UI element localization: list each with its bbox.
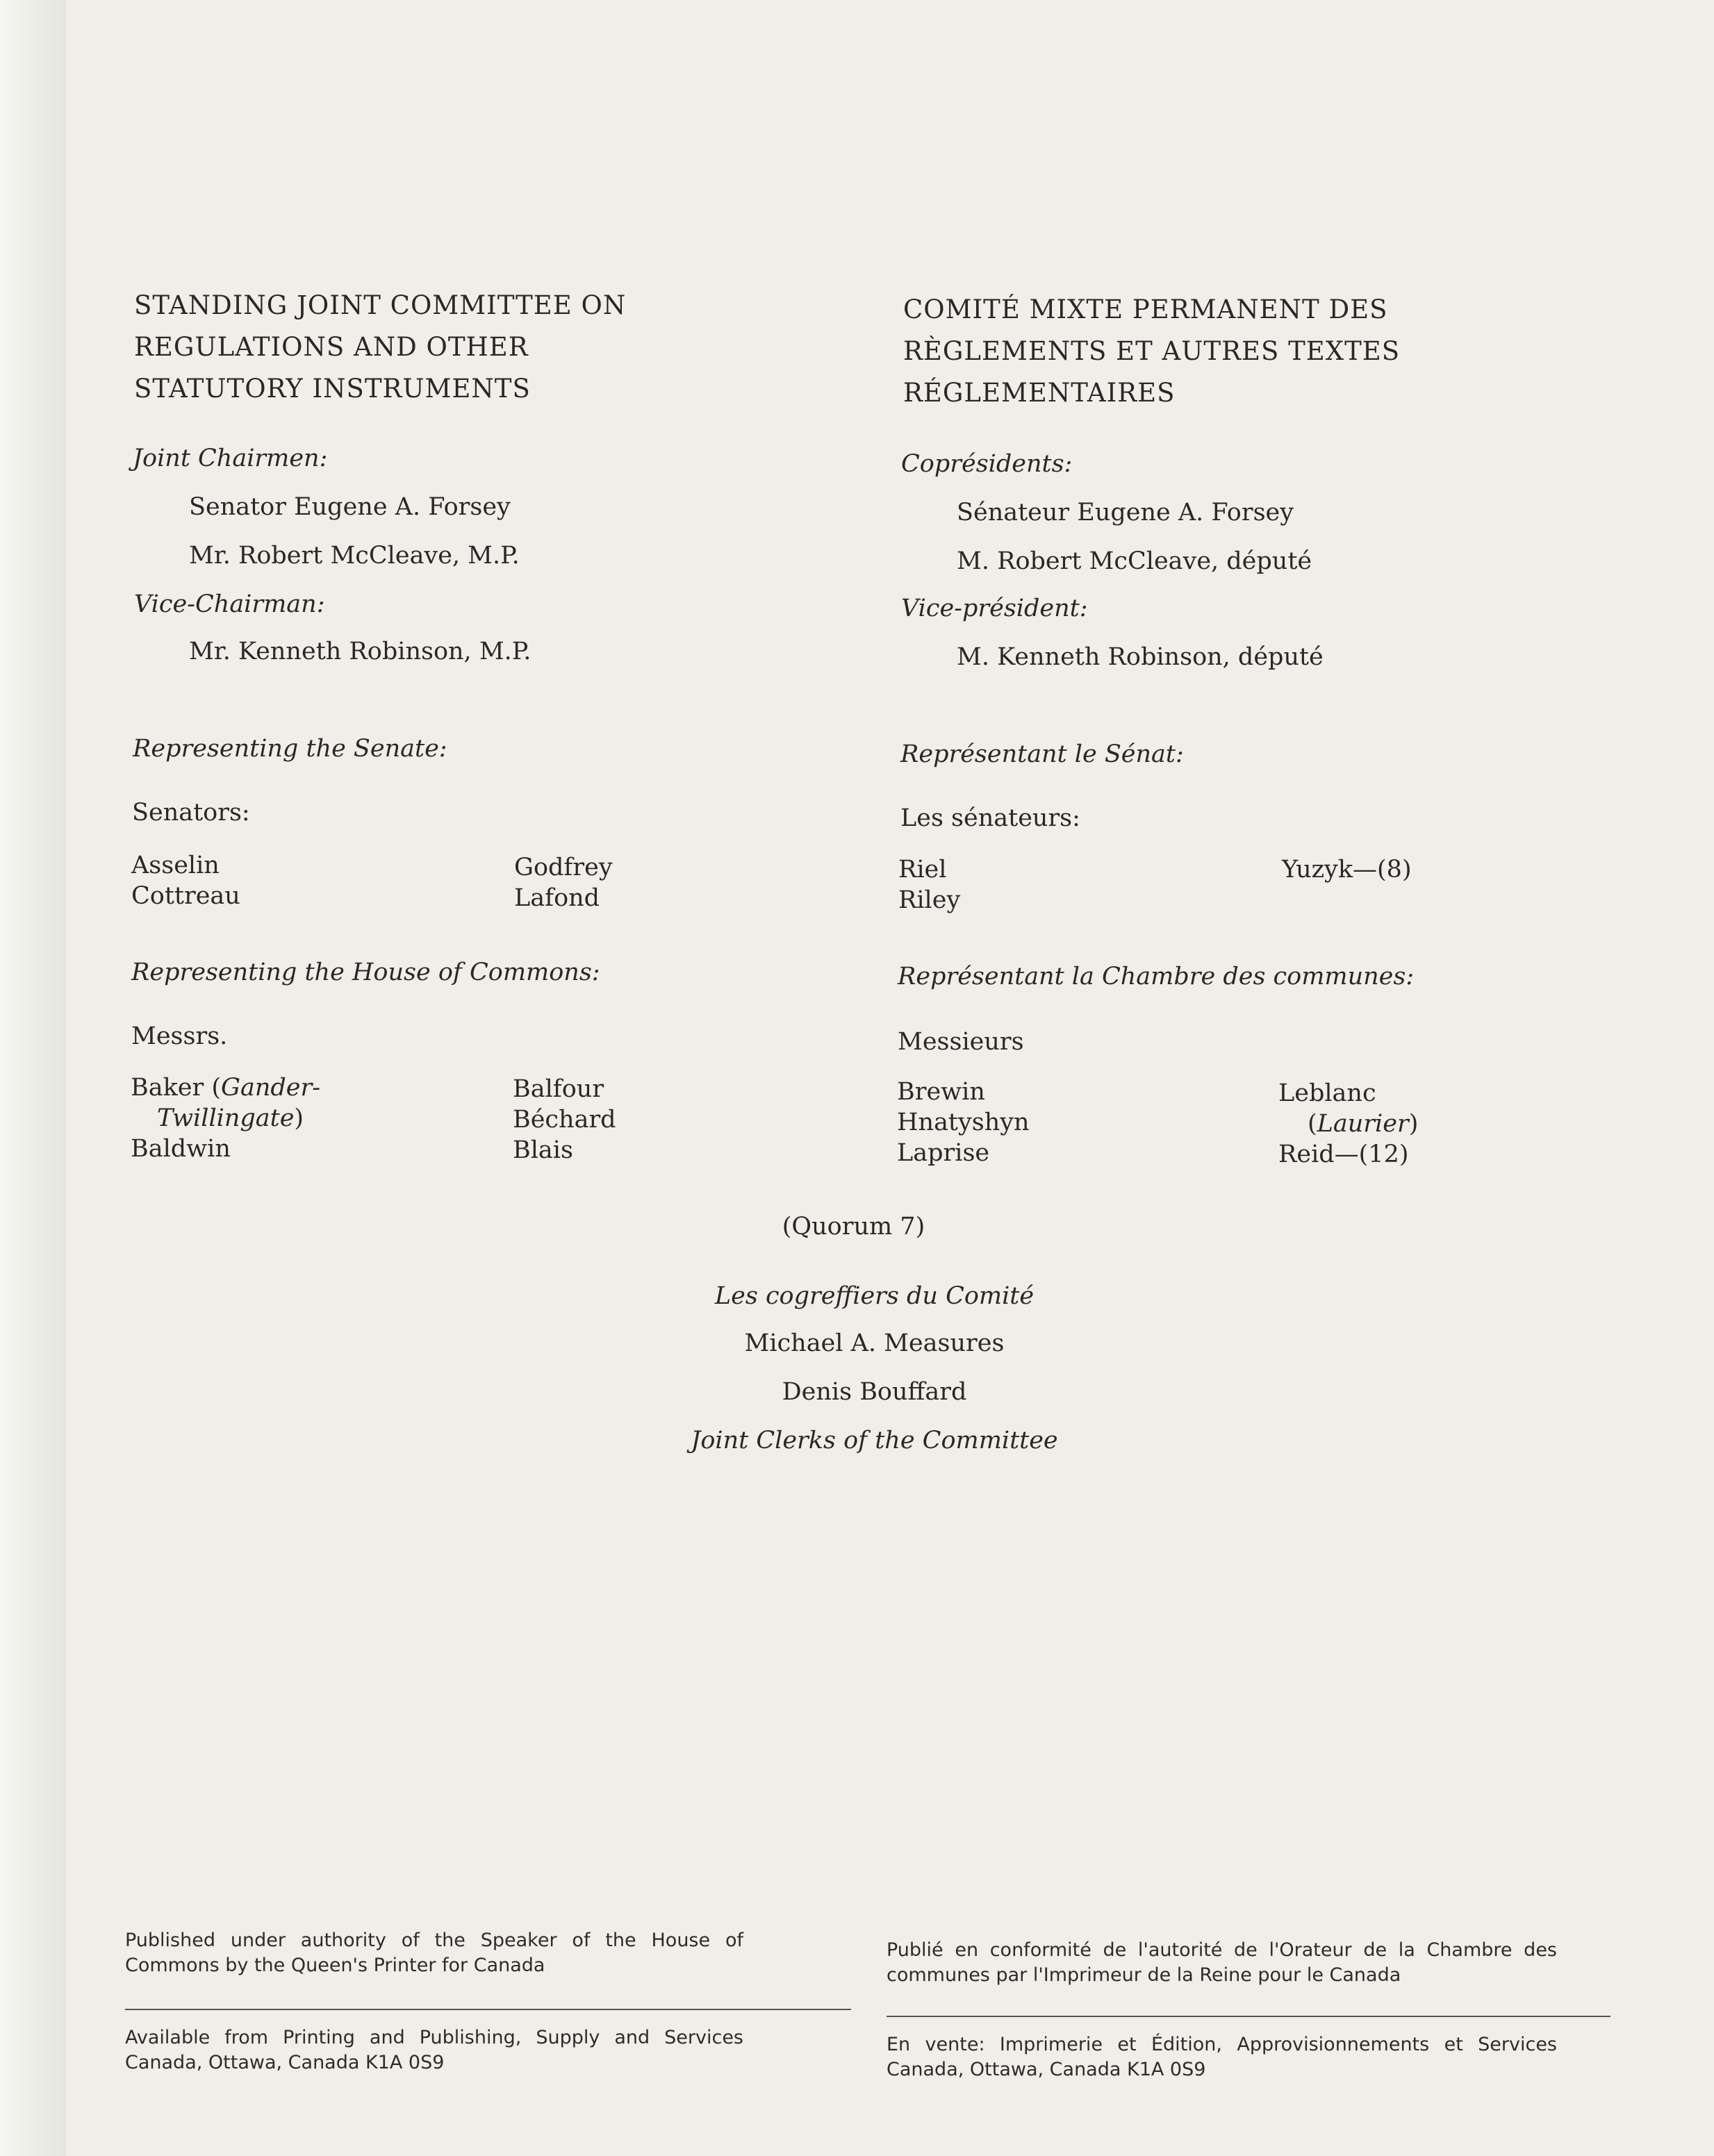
member-bechard: Béchard (513, 1106, 616, 1134)
title-fr-line-1: COMITÉ MIXTE PERMANENT DES (903, 295, 1388, 324)
clerk-1: Michael A. Measures (744, 1329, 1005, 1357)
footer-rule-right (887, 2016, 1610, 2017)
representant-senat-heading: Représentant le Sénat: (900, 740, 1184, 768)
senator-cottreau: Cottreau (131, 882, 240, 910)
commons-col2 (513, 1074, 616, 1166)
member-blais: Blais (513, 1136, 573, 1164)
vice-president: M. Kenneth Robinson, député (957, 643, 1324, 671)
representing-senate-heading: Representing the Senate: (133, 735, 447, 763)
copresident-2: M. Robert McCleave, député (957, 547, 1312, 575)
title-en-line-3: STATUTORY INSTRUMENTS (134, 374, 531, 404)
member-reid: Reid—(12) (1278, 1141, 1409, 1168)
copresidents-label: Coprésidents: (901, 450, 1073, 478)
published-authority-en: Published under authority of the Speaker of the House of Commons by the Queen's Printer for Canada (125, 1930, 743, 1976)
member-laprise: Laprise (897, 1139, 990, 1167)
quorum: (Quorum 7) (782, 1213, 925, 1241)
member-baker-riding: Twillingate) (157, 1104, 304, 1132)
cogreffiers-label: Les cogreffiers du Comité (714, 1282, 1035, 1310)
senator-asselin: Asselin (131, 852, 220, 879)
senateur-riel: Riel (898, 856, 947, 884)
senateurs-col1 (898, 854, 960, 915)
member-hnatyshyn: Hnatyshyn (897, 1109, 1030, 1136)
committee-title-en (134, 285, 626, 410)
chairman-2: Mr. Robert McCleave, M.P. (189, 542, 520, 570)
clerk-2: Denis Bouffard (782, 1378, 967, 1406)
title-en-line-2: REGULATIONS AND OTHER (134, 332, 529, 362)
senator-lafond: Lafond (514, 884, 600, 912)
vice-chairman-label: Vice-Chairman: (134, 590, 325, 618)
representant-communes-heading: Représentant la Chambre des communes: (898, 963, 1415, 990)
published-authority-fr: Publié en conformité de l'autorité de l'Orateur de la Chambre des communes par l'Imprimeur de la Reine pour le Canada (887, 1939, 1557, 1986)
member-brewin: Brewin (897, 1078, 985, 1106)
messieurs-label: Messieurs (898, 1028, 1024, 1056)
member-balfour: Balfour (513, 1075, 604, 1103)
chairman-1: Senator Eugene A. Forsey (189, 493, 511, 521)
member-leblanc: Leblanc (1278, 1079, 1376, 1107)
title-fr-line-2: RÈGLEMENTS ET AUTRES TEXTES (903, 336, 1401, 366)
communes-col2 (1278, 1078, 1418, 1170)
footer-rule-left (125, 2009, 851, 2010)
member-baker: Baker (Gander- (131, 1074, 321, 1102)
senateur-yuzyk: Yuzyk—(8) (1282, 856, 1412, 884)
senateurs-label: Les sénateurs: (900, 804, 1080, 832)
joint-chairmen-label: Joint Chairmen: (133, 445, 328, 472)
messrs-label: Messrs. (131, 1022, 228, 1050)
senators-col1 (131, 850, 240, 911)
vice-president-label: Vice-président: (901, 595, 1088, 622)
communes-col1 (897, 1077, 1030, 1168)
joint-clerks-label: Joint Clerks of the Committee (691, 1427, 1058, 1454)
copresident-1: Sénateur Eugene A. Forsey (957, 499, 1294, 526)
member-baldwin: Baldwin (131, 1135, 231, 1163)
committee-title-fr (903, 289, 1400, 414)
commons-col1 (131, 1072, 320, 1164)
representing-commons-heading: Representing the House of Commons: (131, 959, 600, 986)
senator-godfrey: Godfrey (514, 854, 613, 881)
title-fr-line-3: RÉGLEMENTAIRES (903, 378, 1176, 408)
available-from-en: Available from Printing and Publishing, Supply and Services Canada, Ottawa, Canada K1A 0S9 (125, 2027, 743, 2073)
available-from-fr: En vente: Imprimerie et Édition, Approvisionnements et Services Canada, Ottawa, Canada K1A 0S9 (887, 2034, 1557, 2080)
senators-col2 (514, 852, 613, 913)
member-leblanc-riding: (Laurier) (1308, 1110, 1419, 1138)
senateur-riley: Riley (898, 886, 961, 914)
vice-chairman: Mr. Kenneth Robinson, M.P. (189, 638, 531, 665)
page-edge (0, 0, 66, 2156)
title-en-line-1: STANDING JOINT COMMITTEE ON (134, 290, 627, 320)
senators-label: Senators: (132, 799, 250, 827)
